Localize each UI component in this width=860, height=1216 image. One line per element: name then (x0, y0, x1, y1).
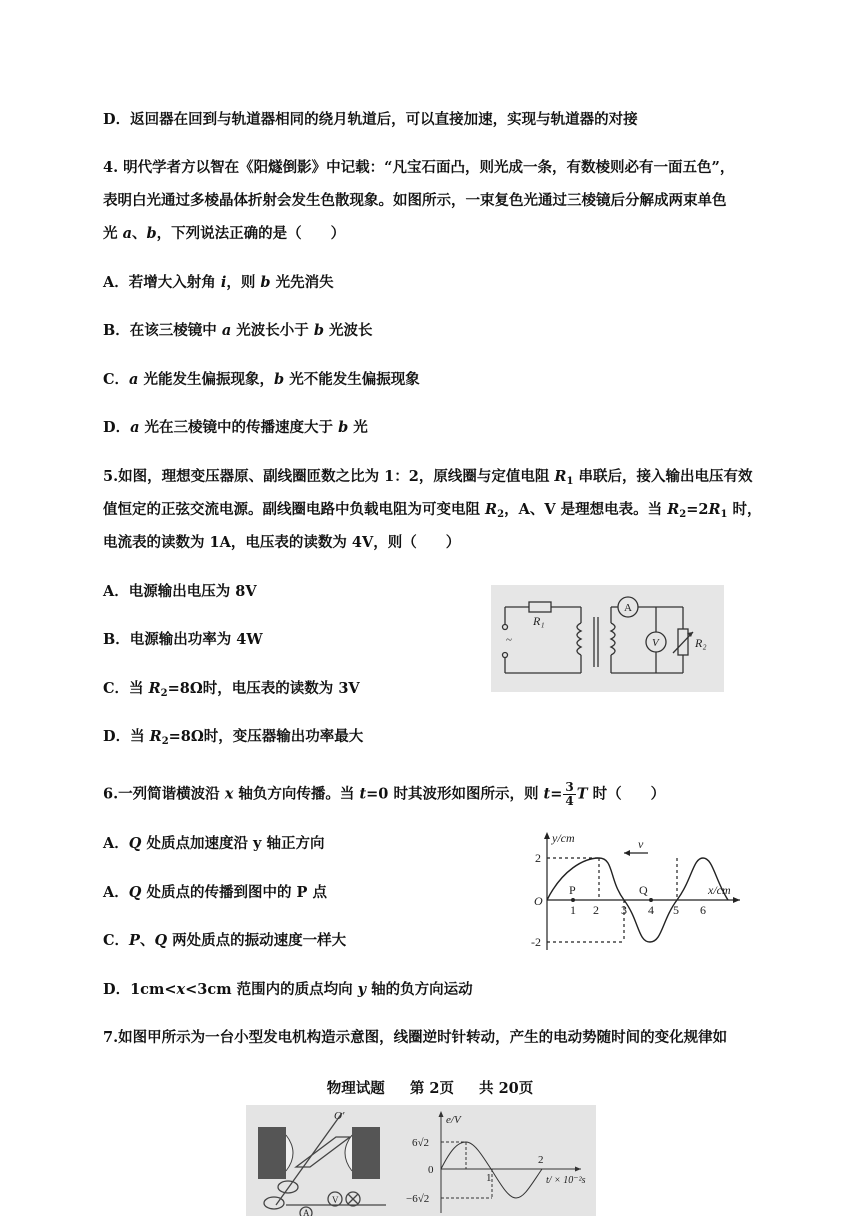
q5-option-c: C．当 $R_2=8\Omega$时，电压表的读数为 3V (103, 680, 360, 699)
generator-figure (246, 1105, 596, 1216)
fraction-3-4: $\frac{3}{4}$ (565, 780, 574, 808)
q5-option-a: A．电源输出电压为 8V (103, 583, 257, 600)
generator-voltmeter-label: V (332, 1195, 339, 1205)
wave-origin-label: O (534, 894, 543, 908)
q4-option-b: B．在该三棱镜中 a 光波长小于 b 光波长 (103, 322, 373, 339)
svg-text:~: ~ (506, 634, 512, 646)
q4-stem-line1: 4. 明代学者方以智在《阳燧倒影》中记载：“凡宝石面凸，则光成一条，有数棱则必有一面五色”， (103, 159, 735, 176)
voltmeter-label: V (652, 637, 659, 649)
q3-option-d: D．返回器在回到与轨道器相同的绕月轨道后，可以直接加速，实现与轨道器的对接 (103, 111, 638, 128)
q5-stem-line3: 电流表的读数为 1A，电压表的读数为 4V，则（ ） (103, 534, 461, 551)
wave-tick: 6 (700, 903, 706, 917)
q6-stem: 6.一列简谐横波沿 x 轴负方向传播。当 t=0 时其波形如图所示，则 t= $\frac{3}{4}$ T 时（ ） (103, 780, 666, 808)
wave-y-pos-label: 2 (535, 851, 541, 865)
generator-ammeter-label: A (303, 1208, 310, 1216)
emf-t1-label: 1 (486, 1172, 492, 1184)
q5-stem-line1: 5.如图，理想变压器原、副线圈匝数之比为 1：2，原线圈与定值电阻 $R_1$ 串联后，接入输出电压有效 (103, 468, 753, 487)
q5-option-d: D．当 $R_2=8\Omega$时，变压器输出功率最大 (103, 728, 364, 747)
wave-y-neg-label: -2 (531, 935, 541, 949)
emf-y-zero-label: 0 (428, 1164, 434, 1176)
generator-axis-label: O′ (334, 1110, 345, 1122)
q6-option-d: D．1cm<x<3cm 范围内的质点均向 y 轴的负方向运动 (103, 981, 473, 998)
footer-page: 第 2页 (409, 1080, 454, 1097)
q4-stem-line2: 表明白光通过多棱晶体折射会发生色散现象。如图所示，一束复色光通过三棱镜后分解成两束单色 (103, 192, 727, 209)
q6-option-c: C．P、Q 两处质点的振动速度一样大 (103, 932, 347, 949)
q4-option-c: C．a 光能发生偏振现象，b 光不能发生偏振现象 (103, 371, 420, 388)
wave-tick: 2 (593, 903, 599, 917)
r2-label: R₂ (695, 636, 707, 650)
wave-y-axis-label: y/cm (552, 831, 575, 845)
q7-stem-line1: 7.如图甲所示为一台小型发电机构造示意图，线圈逆时针转动，产生的电动势随时间的变化规律如 (103, 1029, 728, 1046)
footer-total: 共 20页 (479, 1080, 534, 1097)
wave-tick: 5 (673, 903, 679, 917)
emf-y-pos-label: 6√2 (412, 1137, 430, 1149)
q6-option-a: A．Q 处质点加速度沿 y 轴正方向 (103, 835, 325, 852)
emf-y-axis-label: e/V (446, 1114, 461, 1126)
q5-option-b: B．电源输出功率为 4W (103, 631, 263, 648)
wave-graph-figure (528, 828, 750, 954)
q4-option-d: D．a 光在三棱镜中的传播速度大于 b 光 (103, 419, 368, 436)
page-footer (0, 1077, 860, 1098)
r1-label: R₁ (533, 614, 545, 628)
footer-subject: 物理试题 (326, 1080, 385, 1097)
wave-x-axis-label: x/cm (708, 883, 731, 897)
emf-t2-label: 2 (538, 1154, 544, 1166)
emf-y-neg-label: −6√2 (406, 1193, 430, 1205)
emf-x-axis-label: t/ × 10⁻²s (546, 1175, 586, 1186)
q5-stem-line2: 值恒定的正弦交流电源。副线圈电路中负载电阻为可变电阻 $R_2$，A、V 是理想电表。当 $R_2=2R_1$ 时， (103, 501, 762, 520)
transformer-circuit-figure (491, 585, 724, 692)
wave-point-p: P (569, 883, 576, 897)
ammeter-label: A (624, 602, 632, 614)
wave-tick: 1 (570, 903, 576, 917)
wave-velocity-label: v (638, 837, 644, 851)
q6-option-b: A．Q 处质点的传播到图中的 P 点 (103, 884, 327, 901)
q4-stem-line3: 光 a、b，下列说法正确的是（ ） (103, 225, 346, 242)
wave-tick: 4 (648, 903, 654, 917)
wave-tick: 3 (621, 903, 627, 917)
q4-option-a: A．若增大入射角 i，则 b 光先消失 (103, 274, 334, 291)
wave-point-q: Q (639, 883, 648, 897)
